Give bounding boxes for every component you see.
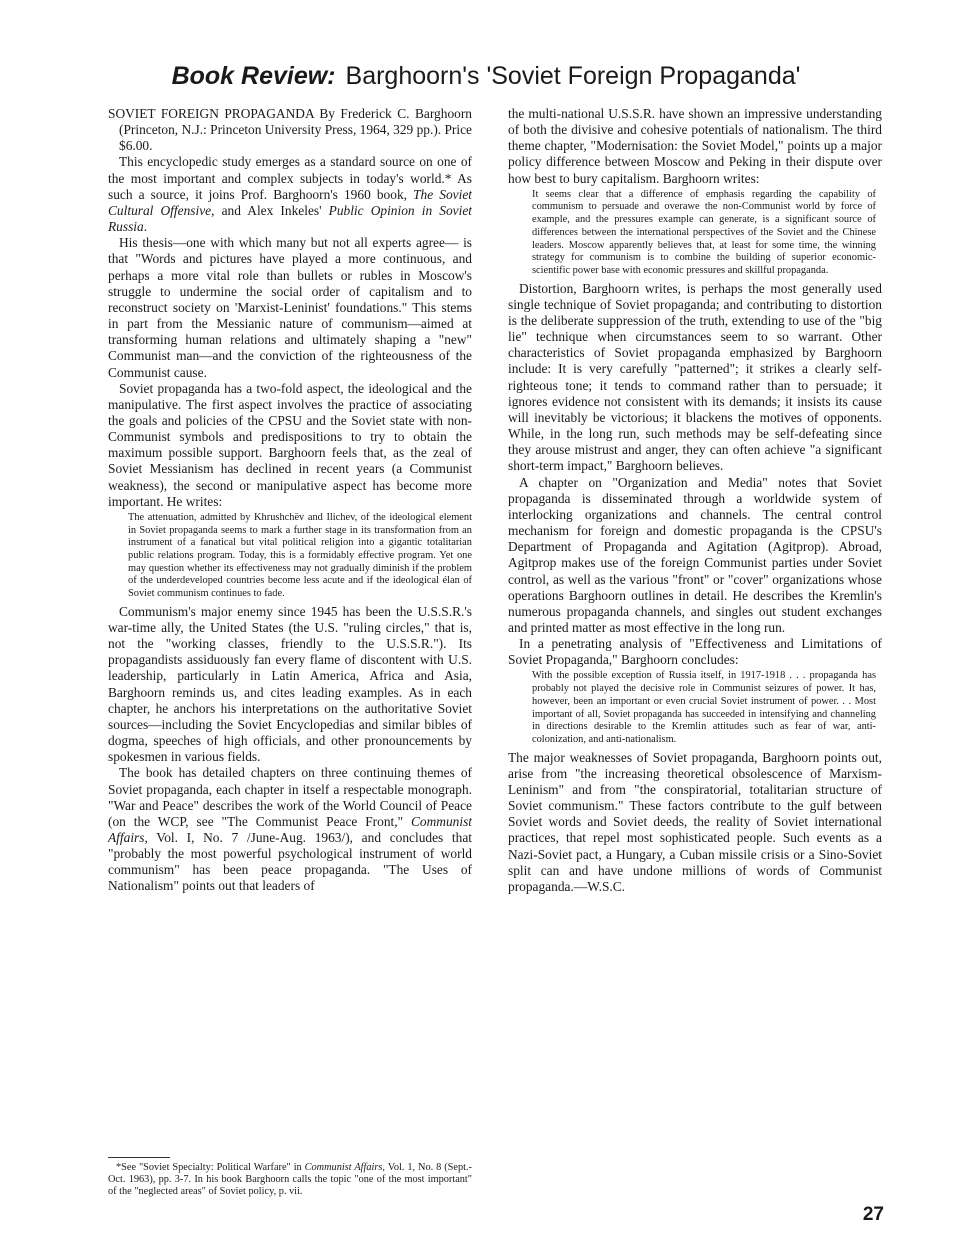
paragraph: Communism's major enemy since 1945 has been the U.S.S.R.'s war-time ally, the United States (the U.S. "ruling circles," that is, not the "working classes, friendly to the U.S.S.R."). Its propagandists assiduously fan every flame of discontent with U.S. leadership, particularly in Latin America, Africa and Asia, Barghoorn reminds us, and cites leading examples. As in each chapter, he anchors his interpretations on the authoritative Soviet sources—including the Soviet Encyclopedias and similar bibles of dogma, speeches of high officials, and other pronouncements by spokesmen in various fields. <box>108 603 472 765</box>
paragraph: Soviet propaganda has a two-fold aspect, the ideological and the manipulative. The first aspect involves the practice of associating the goals and policies of the CPSU and the Soviet state with non-Communist symbols and predispositions to try to obtain the maximum possible support. Barghoorn feels that, as the zeal of Soviet Messianism has declined in recent years (a Communist weakness), the second or manipulative aspect has become more important. He writes: <box>108 380 472 509</box>
right-column <box>508 106 882 1186</box>
journal-reference: Communist Affairs <box>108 813 472 846</box>
paragraph: the multi-national U.S.S.R. have shown an impressive understanding of both the divisive and cohesive potentials of nationalism. The third theme chapter, "Modernisation: the Soviet Model," points up a major policy difference between Moscow and Peking in their dispute over how best to bury capitalism. Barghoorn writes: <box>508 106 882 186</box>
page-number: 27 <box>862 1204 884 1225</box>
paragraph: The book has detailed chapters on three continuing themes of Soviet propaganda, each chapter in itself a respectable monograph. "War and Peace" describes the work of the World Council of Peace (on the WCP, see "The Communist Peace Front," Communist Affairs, Vol. I, No. 7 /June-Aug. 1963/), and concludes that "probably the most powerful psychological instrument of world communism" has been peace propaganda. "The Uses of Nationalism" points out that leaders of <box>108 765 472 894</box>
paragraph: In a penetrating analysis of "Effectiveness and Limitations of Soviet Propaganda," Barghoorn concludes: <box>508 636 882 668</box>
block-quote: The attenuation, admitted by Khrushchëv and Ilichev, of the ideological element in Soviet propaganda seems to mark a further stage in its transformation from an instrument of a fanatical but vital political religion into a gigantic totalitarian public relations program. Today, this is a formidably effective program. Yet one may question whether its effectiveness may not gradually diminish if the problem of the underdeveloped countries become less acute and if the ideological élan of Soviet communism continues to fade. <box>128 511 472 600</box>
paragraph: The major weaknesses of Soviet propaganda, Barghoorn points out, arise from "the increasing theoretical obsolescence of Marxism-Leninism" and from "the conspiratorial, totalitarian structure of Soviet communism." These factors contribute to the gulf between Soviet words and Soviet deeds, the reality of Soviet international practices, that repel most sophisticated people. Such events as a Nazi-Soviet pact, a Hungary, a Cuban missile crisis or a Sino-Soviet split can and have undone millions of words of Communist propaganda.—W.S.C. <box>508 749 882 894</box>
block-quote: With the possible exception of Russia itself, in 1917-1918 . . . propaganda has probably not played the decisive role in Communist seizures of power. It has, however, been an important or even crucial Soviet instrument of power. . . Most important of all, Soviet propaganda has succeeded in intensifying and channeling in directions desirable to the Kremlin attitudes such as fear of war, anti-colonization, and anti-nationalism. <box>532 670 876 745</box>
paragraph: This encyclopedic study emerges as a standard source on one of the most important and complex subjects in today's world.* As such a source, it joins Prof. Barghoorn's 1960 book, The Soviet Cultural Offensive, and Alex Inkeles' Public Opinion in Soviet Russia. <box>108 154 472 235</box>
book-title: Barghoorn's 'Soviet Foreign Propaganda' <box>345 62 801 90</box>
block-quote: It seems clear that a difference of emphasis regarding the capability of communism to persuade and overawe the non-Communist world by force of example, and the pressures example can generate, is a significant source of differences between the international perspectives of the Soviet and the Chinese leaders. Moscow apparently believes that, at least for some time, the winning strategy for communism is to combine the building of superior economic-scientific power base with economic pressures and skillful propaganda. <box>532 188 876 276</box>
book-reference: Public Opinion in Soviet Russia <box>108 202 472 235</box>
paragraph: A chapter on "Organization and Media" notes that Soviet propaganda is disseminated through a worldwide system of interlocking organizations and channels. The central control mechanism for foreign and domestic propaganda is the CPSU's Department of Propaganda and Agitation (Agitprop). Abroad, Agitprop makes use of the foreign Communist parties under Soviet control, as well as the various "front" or "cover" organizations whose operations Barghoorn outlines in detail. He describes the Kremlin's numerous propaganda channels, and singles out student exchanges and printed matter as most effective in the long run. <box>508 474 882 635</box>
journal-reference: Communist Affairs <box>304 1162 383 1173</box>
footnote: *See "Soviet Specialty: Political Warfare" in Communist Affairs, Vol. 1, No. 8 (Sept.-Oct. 1963), pp. 3-7. In his book Barghoorn calls the topic "one of the most important" of the "neglected areas" of Soviet policy, p. vii. <box>108 1162 472 1198</box>
paragraph: Distortion, Barghoorn writes, is perhaps the most generally used single technique of Soviet propaganda; and contributing to distortion is the deliberate suppression of the truth, extending to use of the "big lie" technique when circumstances seem to so warrant. Other characteristics of Soviet propaganda emphasized by Barghoorn include: It is very carefully "patterned"; it strikes a clearly self-righteous tone; it tends to command rather than to persuade; it ignores evidence not consistent with its demands; it insists its cause will inevitably be victorious; it blackens the motives of opponents. While, in the long run, such methods may be self-defeating since they arouse mistrust and anger, they can often achieve "a significant short-term impact," Barghoorn believes. <box>508 280 882 474</box>
book-review-label: Book Review: <box>171 62 336 90</box>
article-title <box>0 62 972 91</box>
footnote-divider <box>108 1157 170 1158</box>
left-column <box>108 106 472 1196</box>
book-reference: The Soviet Cultural Offensive <box>108 186 472 218</box>
book-citation: SOVIET FOREIGN PROPAGANDA By Frederick C. Barghoorn (Princeton, N.J.: Princeton University Press, 1964, 329 pp.). Price $6.00. <box>108 106 472 154</box>
paragraph: His thesis—one with which many but not all experts agree— is that "Words and pictures have played a more continuous, and perhaps a more vital role than bullets or rubles in Moscow's struggle to undermine the social order of capitalism and to reconstruct society on 'Marxist-Leninist' foundations." This stems in part from the Messianic nature of communism—aimed at transforming human relations and ultimately shaping a "new" Communist man—and the conviction of the righteousness of the Communist cause. <box>108 235 472 380</box>
